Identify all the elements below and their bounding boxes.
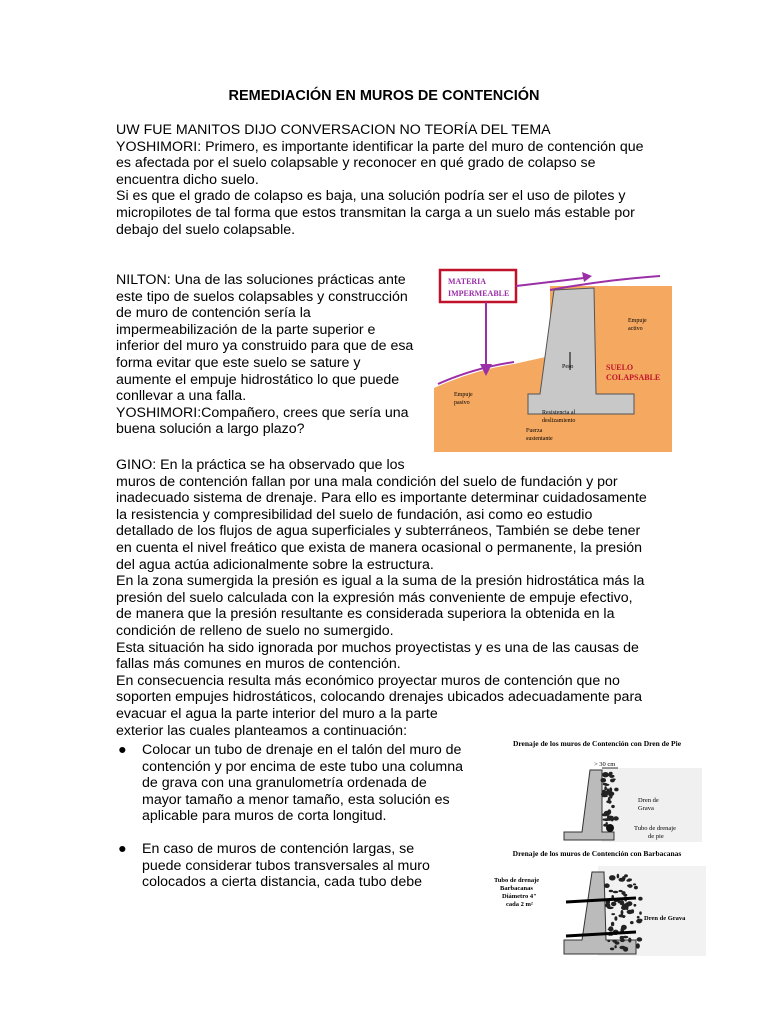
gravel-stone	[607, 809, 611, 814]
list-item-line: mayor tamaño a menor tamaño, esta solución es	[142, 791, 450, 808]
list-item	[116, 841, 496, 891]
empuje-pasivo-label-2: pasivo	[454, 400, 470, 406]
text-line: es afectada por el suelo colapsable y reconocer en qué grado de colapso se	[116, 155, 596, 172]
bullet-marker: ●	[118, 840, 127, 857]
gravel-stone	[619, 890, 623, 892]
empuje-activo-label-1: Empuje	[628, 318, 647, 324]
gravel-stone	[611, 805, 615, 808]
figure-dren-de-pie	[490, 736, 704, 846]
text-line: forma evitar que este suelo se sature y	[116, 354, 361, 371]
text-line: muros de contención fallan por una mala condición del suelo de fundación y por	[116, 473, 618, 490]
gravel-stone	[603, 819, 606, 821]
text-line: En la zona sumergida la presión es igual a la suma de la presión hidrostática más la	[116, 573, 645, 590]
box-label-2: IMPERMEABLE	[448, 289, 510, 298]
text-line: aumente el empuje hidrostático lo que puede	[116, 371, 400, 388]
peso-label: Peso	[562, 364, 574, 370]
text-line: en cuenta el nivel freático que exista de manera ocasional o permanente, la presión	[116, 539, 643, 556]
gravel-stone	[608, 926, 613, 931]
text-line: presión del suelo calculada con la expresión más conveniente de empuje efectivo,	[116, 589, 633, 606]
text-line: inadecuado sistema de drenaje. Para ello es importante determinar cuidadosamente	[116, 490, 647, 507]
gravel-stone	[607, 816, 613, 819]
gravel-stone	[619, 878, 626, 882]
gravel-stone	[604, 883, 610, 888]
gravel-stone	[628, 938, 631, 943]
list-item-line: contención y por encima de este tubo una columna	[142, 758, 463, 775]
gravel-stone	[615, 941, 620, 944]
text-line: GINO: En la práctica se ha observado que los	[116, 457, 405, 473]
gravel-stone	[606, 800, 611, 803]
text-line: YOSHIMORI:Compañero, crees que sería una	[116, 404, 409, 421]
barbacanas-label-4: cada 2 m²	[506, 901, 533, 908]
gravel-stone	[639, 911, 642, 914]
list-item-line: de grava con una granulometría ordenada de	[142, 775, 427, 792]
gravel-stone	[634, 886, 638, 890]
text-line: NILTON: Una de las soluciones prácticas ante	[116, 272, 406, 288]
tubo-label-1: Tubo de drenaje	[634, 825, 677, 832]
list-item	[116, 742, 496, 825]
gravel-stone	[621, 905, 627, 910]
gravel-stone	[634, 904, 637, 907]
fuerza-label-2: sustentante	[526, 436, 553, 442]
text-line: En consecuencia resulta más económico proyectar muros de contención que no	[116, 672, 620, 689]
text-line: detallado de los flujos de agua superficiales y subterráneos, También se debe tener	[116, 523, 641, 540]
gravel-stone	[626, 879, 630, 881]
barbacanas-label-1: Tubo de drenaje	[494, 877, 540, 884]
gravel-stone	[623, 894, 627, 897]
text-line: de manera que la presión resultante es considerada superiora la obtenida en la	[116, 606, 615, 623]
gravel-stone	[602, 813, 608, 816]
text-line: condición de relleno de suelo no sumergido.	[116, 622, 394, 639]
text-line: conllevar a una falla.	[116, 388, 247, 405]
figure-retaining-wall-impermeable	[434, 266, 672, 452]
resistencia-label-1: Resistencia al	[542, 410, 576, 416]
gravel-stone	[614, 916, 617, 921]
gravel-stone	[604, 773, 607, 775]
list-item-line: puede considerar tubos transversales al muro	[142, 857, 430, 874]
empuje-activo-label-2: activo	[628, 326, 643, 332]
barbacanas-label-3: Diámetro 4"	[502, 893, 537, 900]
gravel-stone	[611, 913, 615, 915]
gravel-stone	[633, 883, 636, 885]
text-line: fallas más comunes en muros de contención.	[116, 656, 401, 673]
text-line: exterior las cuales planteamos a continuación:	[116, 722, 408, 739]
gravel-stone	[623, 947, 628, 952]
arrow-line-top	[516, 278, 584, 286]
gravel-stone	[609, 890, 613, 892]
text-line: debajo del suelo colapsable.	[116, 221, 296, 238]
text-line: encuentra dicho suelo.	[116, 171, 259, 188]
fuerza-label-1: Fuerza	[526, 428, 543, 434]
gravel-stone	[606, 822, 608, 825]
nilton-paragraph	[116, 272, 436, 438]
gravel-stone	[607, 940, 610, 942]
figure2-title: Drenaje de los muros de Contención con Dren de Pie	[512, 739, 682, 748]
text-line: YOSHIMORI: Primero, es importante identificar la parte del muro de contención que	[116, 138, 644, 155]
gravel-stone	[627, 901, 633, 906]
list-item-line: aplicable para muros de corta longitud.	[142, 808, 387, 825]
text-line: impermeabilización de la parte superior e	[116, 321, 376, 338]
gravel-stone	[611, 902, 616, 907]
gravel-stone	[619, 915, 625, 917]
gravel-stone	[613, 891, 619, 893]
gravel-stone	[604, 786, 607, 790]
drainage-list	[116, 742, 496, 891]
gravel-stone	[617, 874, 620, 879]
drain-pipe	[606, 824, 614, 832]
text-line: UW FUE MANITOS DIJO CONVERSACION NO TEORÍA DEL TEMA	[116, 122, 551, 138]
text-line: evacuar el agua la parte interior del muro a la parte	[116, 705, 438, 722]
bullet-marker: ●	[118, 742, 127, 758]
text-line: soporten empujes hidrostáticos, colocando drenajes ubicados adecuadamente para	[116, 689, 643, 706]
gravel-stone	[619, 900, 624, 905]
gravel-stone	[613, 816, 619, 820]
gravel-stone	[622, 936, 628, 939]
figure3-title: Drenaje de los muros de Contención con Barbacanas	[512, 849, 682, 858]
text-line: micropilotes de tal forma que estos transmitan la carga a un suelo más estable por	[116, 204, 635, 221]
list-item-line: En caso de muros de contención largas, se	[142, 840, 415, 857]
text-line: de muro de contención sería la	[116, 305, 311, 322]
barbacanas-label-2: Barbacanas	[500, 885, 533, 892]
dim-label: > 30 cm	[594, 761, 616, 768]
gravel-stone	[631, 909, 634, 913]
arrow-head-top	[582, 272, 592, 282]
dren-grava-label: Dren de Grava	[644, 915, 686, 922]
gravel-stone	[638, 897, 642, 901]
gravel-stone	[613, 778, 616, 780]
gravel-stone	[611, 922, 614, 927]
gravel-stone	[614, 788, 618, 792]
dren-label-1: Dren de	[638, 797, 659, 804]
gino-paragraph	[116, 457, 676, 739]
gravel-stone	[637, 937, 643, 941]
resistencia-label-2: deslizamiento	[542, 418, 576, 424]
list-item-line: colocados a cierta distancia, cada tubo debe	[142, 874, 422, 891]
text-line: del agua actúa adicionalmente sobre la estructura.	[116, 556, 434, 573]
empuje-pasivo-label-1: Empuje	[454, 392, 473, 398]
text-line: Esta situación ha sido ignorada por muchos proyectistas y es una de las causas de	[116, 639, 639, 656]
figure-barbacanas	[486, 846, 708, 958]
soil-label-2: COLAPSABLE	[606, 373, 661, 382]
text-line: la resistencia y compresibilidad del suelo de fundación, asi como eo estudio	[116, 506, 593, 523]
intro-paragraph	[116, 122, 676, 238]
text-line: buena solución a largo plazo?	[116, 421, 305, 438]
tubo-label-2: de pie	[648, 833, 664, 840]
gravel-stone	[620, 939, 625, 943]
gravel-stone	[610, 776, 614, 778]
box-label-1: MATERIA	[448, 277, 487, 286]
soil-label-1: SUELO	[606, 363, 634, 372]
gravel-stone	[607, 790, 612, 795]
gravel-stone	[604, 784, 610, 786]
gravel-stone	[610, 948, 614, 951]
text-line: Si es que el grado de colapso es baja, una solución podría ser el uso de pilotes y	[116, 188, 626, 205]
gravel-stone	[639, 919, 643, 922]
gravel-stone	[627, 884, 632, 887]
dren-label-2: Grava	[638, 805, 654, 812]
text-line: este tipo de suelos colapsables y construcción	[116, 288, 408, 305]
gravel-stone	[636, 943, 640, 948]
list-item-line: Colocar un tubo de drenaje en el talón del muro de	[142, 742, 462, 758]
gravel-stone	[614, 945, 616, 948]
gravel-stone	[601, 778, 607, 783]
gravel-stone	[611, 876, 614, 878]
gravel-stone	[621, 925, 627, 930]
gravel-stone	[637, 916, 640, 919]
gravel-stone	[630, 921, 634, 924]
text-line: inferior del muro ya construido para que de esa	[116, 338, 414, 355]
document-title: REMEDIACIÓN EN MUROS DE CONTENCIÓN	[228, 88, 540, 104]
